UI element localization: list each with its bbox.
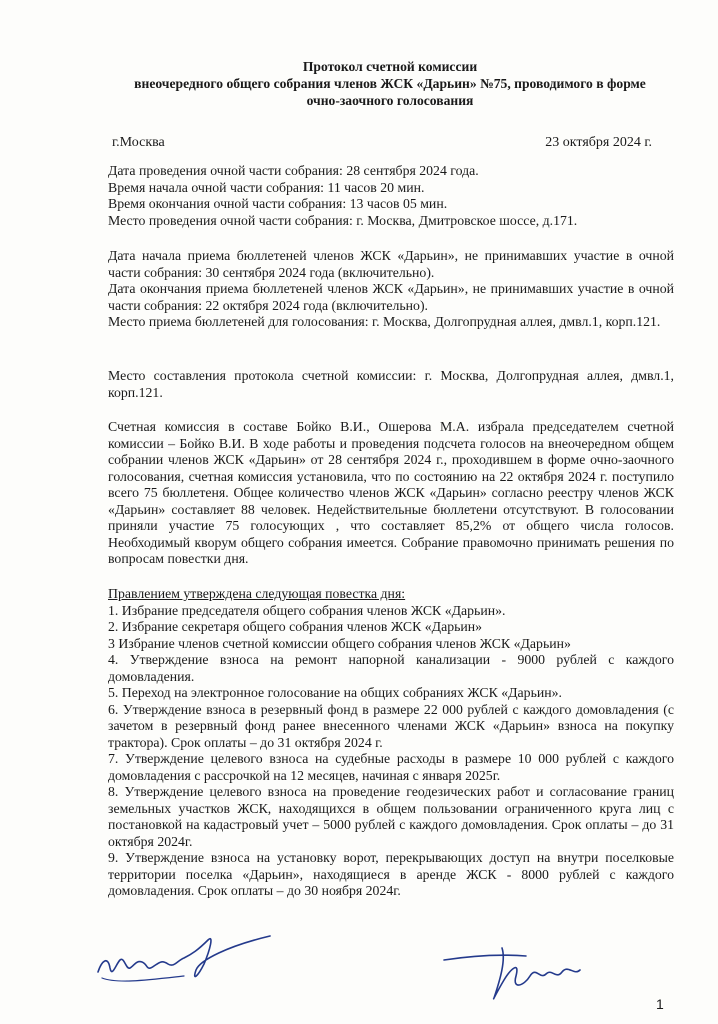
protocol-place-text: Место составления протокола счетной комиссии: г. Москва, Долгопрудная аллея, дмвл.1, корп.121. [108,368,674,400]
page-number: 1 [656,996,664,1012]
ballot-place: Место приема бюллетеней для голосования: г. Москва, Долгопрудная аллея, дмвл.1, корп.121. [108,314,661,329]
agenda-item-5: 5. Переход на электронное голосование на общих собраниях ЖСК «Дарьин». [108,685,562,700]
commission-paragraph [108,419,674,568]
meeting-date: Дата проведения очной части собрания: 28 сентября 2024 года. [108,163,479,178]
ballot-end: Дата окончания приема бюллетеней членов ЖСК «Дарьин», не принимавших участие в очной части собрания: 22 октября 2024 года (включительно). [108,281,674,313]
meeting-info [108,163,674,229]
agenda-item-1: 1. Избрание председателя общего собрания членов ЖСК «Дарьин». [108,602,506,618]
title-line-1: Протокол счетной комиссии [302,59,478,74]
title-line-3: очно-заочного голосования [306,93,474,108]
ballot-info [108,248,674,331]
document-date: 23 октября 2024 г. [545,135,652,150]
meeting-place: Место проведения очной части собрания: г. Москва, Дмитровское шоссе, д.171. [108,212,578,228]
protocol-place [108,368,674,401]
agenda-heading: Правлением утверждена следующая повестка дня: [108,586,406,601]
agenda-item-8: 8. Утверждение целевого взноса на проведение геодезических работ и согласование границ земельных участков ЖСК, находящихся в общем пользовании ограниченного круга лиц с постановкой на кадастровый учет – 5000 рублей с каждого домовладения. Срок оплаты – до 31 октября 2024г. [108,784,674,849]
signature-left [88,920,278,1000]
title-line-2: внеочередного общего собрания членов ЖСК «Дарьин» №75, проводимого в форме [134,76,646,91]
agenda-item-7: 7. Утверждение целевого взноса на судебные расходы в размере 10 000 рублей с каждого домовладения с рассрочкой на 12 месяцев, начиная с января 2025г. [108,751,674,783]
signature-right [440,940,640,1010]
agenda-item-6: 6. Утверждение взноса в резервный фонд в размере 22 000 рублей с каждого домовладения (с зачетом в резервный фонд ранее внесенного членами ЖСК «Дарьин» взноса на покупку трактора). Срок оплаты – до 31 октября 2024 г. [108,701,674,750]
agenda-item-9: 9. Утверждение взноса на установку ворот, перекрывающих доступ на внутри поселковые территории поселка «Дарьин», находящиеся в аренде ЖСК - 8000 рублей с каждого домовладения. Срок оплаты – до 30 ноября 2024г. [108,850,674,898]
agenda-item-2: 2. Избрание секретаря общего собрания членов ЖСК «Дарьин» [108,619,483,634]
city: г.Москва [112,135,165,150]
ballot-start: Дата начала приема бюллетеней членов ЖСК «Дарьин», не принимавших участие в очной части собрания: 30 сентября 2024 года (включительно). [108,248,674,280]
agenda [108,586,674,900]
document-title [60,58,718,109]
commission-text: Счетная комиссия в составе Бойко В.И., Ошерова М.А. избрала председателем счетной комиссии – Бойко В.И. В ходе работы и проведения подсчета голосов на внеочередном общем собрании членов ЖСК «Дарьин» от 28 сентября 2024 г., проходившем в форме очно-заочного голосования, счетная комиссия установила, что по состоянию на 22 октября 2024 г. поступило всего 75 бюллетеня. Общее количество членов ЖСК «Дарьин» согласно реестру членов ЖСК «Дарьин» составляет 88 человек. Недействительные бюллетени отсутствуют. В голосовании приняли участие 75 голосующих , что составляет 85,2% от общего числа голосов. Необходимый кворум общего собрания имеется. Собрание правомочно принимать решения по вопросам повестки дня. [108,419,674,566]
meeting-end: Время окончания очной части собрания: 13 часов 05 мин. [108,196,448,211]
agenda-item-3: 3 Избрание членов счетной комиссии общего собрания членов ЖСК «Дарьин» [108,635,571,651]
meeting-start: Время начала очной части собрания: 11 часов 20 мин. [108,179,425,195]
agenda-item-4: 4. Утверждение взноса на ремонт напорной канализации - 9000 рублей с каждого домовладения. [108,652,674,684]
